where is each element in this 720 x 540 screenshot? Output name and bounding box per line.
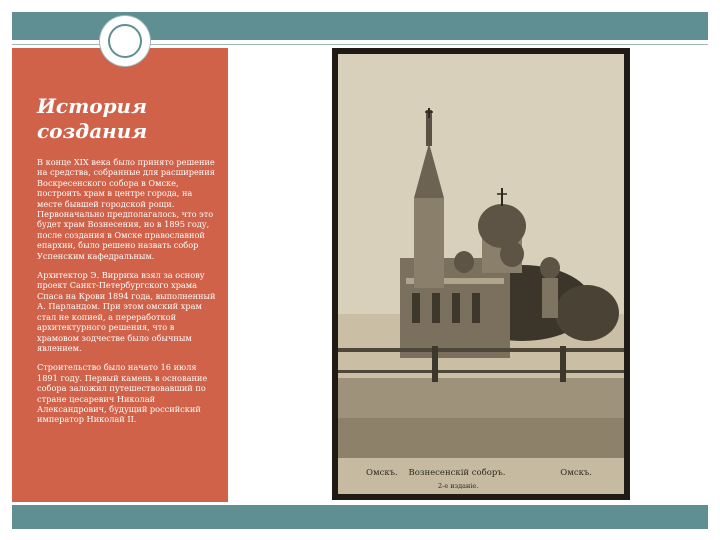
small-dome	[500, 241, 524, 267]
fence-post	[560, 346, 566, 382]
emblem-ring	[108, 24, 142, 58]
fence-rail-bottom	[338, 370, 624, 373]
fence-post	[432, 346, 438, 382]
title-line-1: История	[37, 94, 148, 118]
caption-right: Омскъ.	[560, 468, 592, 478]
window	[472, 293, 480, 323]
small-dome	[540, 257, 560, 279]
paragraph-3: Строительство было начато 16 июля 1891 году. Первый камень в основание собора заложил путешествовавший по стране цесаревич Николай Александрович, будущий российский император Николай II.	[37, 362, 208, 425]
caption-edition: 2-е изданіе.	[438, 482, 479, 490]
window	[412, 293, 420, 323]
paragraph-1: В конце XIX века было принято решение на средства, собранные для расширения Воскресенского собора в Омске, построить храм в центре города, на месте бывшей городской рощи. Первоначально предполагалось, что это будет храм Вознесения, но в 1895 году, после создания в Омске православной епархии, было решено назвать собор Успенским кафедральным.	[37, 157, 215, 261]
fence-rail	[338, 348, 624, 352]
bell-tower	[414, 198, 444, 288]
paragraph-2: Архитектор Э. Вирриха взял за основу проект Санкт-Петербургского храма Спаса на Крови 1894 года, выполненный А. Парландом. При этом омский храм стал не копией, а переработкой архитектурного решения, что в храмовом зодчестве было обычным явлением.	[37, 270, 216, 353]
side-tower	[542, 278, 558, 318]
caption-middle: Вознесенскій соборъ.	[408, 468, 506, 478]
slide-body	[37, 157, 217, 434]
postcard-illustration	[332, 48, 630, 500]
slide-title	[37, 94, 217, 144]
bottom-bar	[12, 505, 708, 529]
trees-right	[555, 285, 619, 341]
photo-caption	[366, 468, 616, 478]
circle-emblem-icon	[102, 18, 148, 64]
window	[432, 293, 440, 323]
road	[338, 418, 624, 458]
cathedral-postcard-photo	[332, 48, 630, 500]
central-dome	[478, 204, 526, 248]
title-line-2: создания	[37, 119, 148, 143]
caption-left: Омскъ.	[366, 468, 398, 478]
window	[452, 293, 460, 323]
small-dome	[454, 251, 474, 273]
